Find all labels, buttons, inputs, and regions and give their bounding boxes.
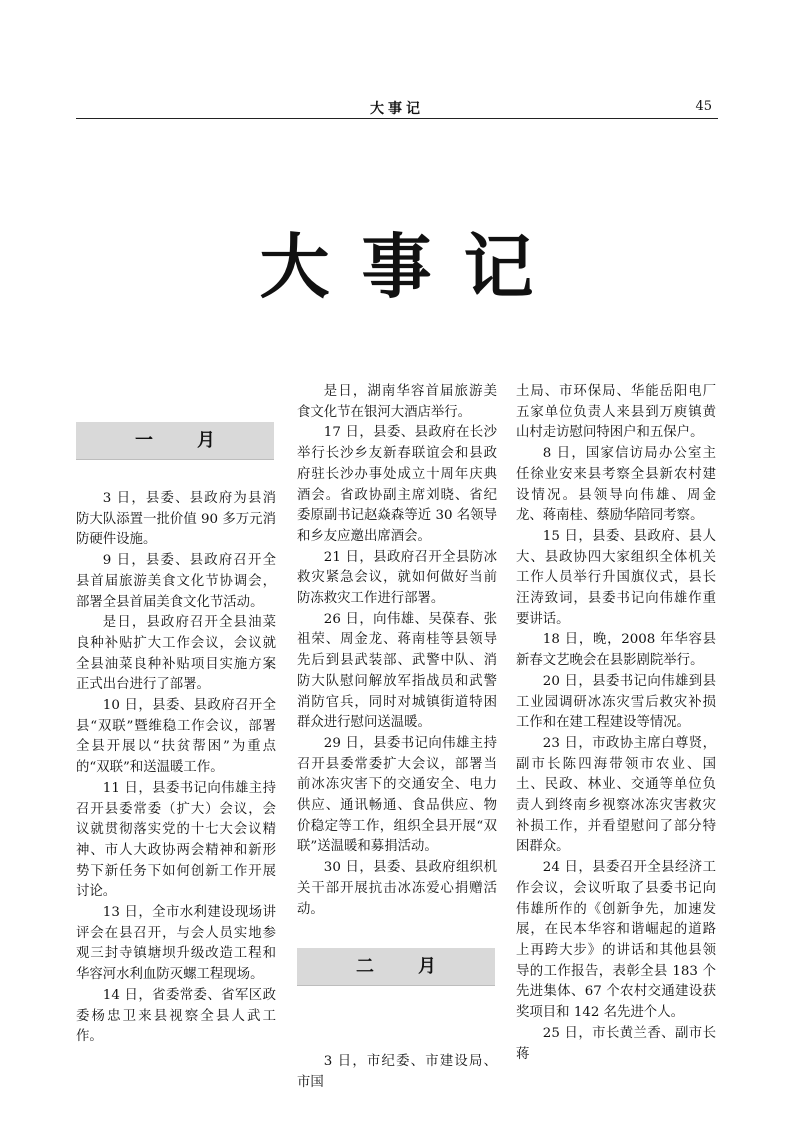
- entry-paragraph: 是日，县政府召开全县油菜良种补贴扩大工作会议，会议就全县油菜良种补贴项目实施方案正式出台进行了部署。: [76, 615, 276, 693]
- entry-paragraph: 23 日，市政协主席白尊贤，副市长陈四海带领市农业、国土、民政、林业、交通等单位负责人到终南乡视察冰冻灾害救灾补损工作，并看望慰问了部分特困群众。: [516, 735, 716, 855]
- entry-paragraph: 14 日，省委常委、省军区政委杨忠卫来县视察全县人武工作。: [76, 987, 276, 1045]
- entry-paragraph: 13 日，全市水利建设现场讲评会在县召开，与会人员实地参观三封寺镇塘坝升级改造工程和华容河水利血防灭螺工程现场。: [76, 905, 276, 983]
- entry-paragraph: 26 日，向伟雄、吴葆春、张祖荣、周金龙、蒋南桂等县领导先后到县武装部、武警中队、消防大队慰问解放军指战员和武警消防官兵，同时对城镇街道特困群众进行慰问送温暖。: [297, 611, 497, 731]
- entry-paragraph: 3 日，市纪委、市建设局、市国: [297, 1054, 497, 1090]
- entry-paragraph: 是日，湖南华容首届旅游美食文化节在银河大酒店举行。: [297, 384, 497, 420]
- month-heading-february: 二月: [297, 948, 495, 986]
- entry-paragraph: 9 日，县委、县政府召开全县首届旅游美食文化节协调会，部署全县首届美食文化节活动。: [76, 553, 276, 610]
- entry-paragraph: 25 日，市长黄兰香、副市长蒋: [516, 1025, 716, 1062]
- month-heading-january: 一月: [76, 422, 274, 460]
- entry-paragraph: 30 日，县委、县政府组织机关干部开展抗击冰冻爱心捐赠活动。: [297, 860, 497, 917]
- entry-paragraph-continued: 土局、市环保局、华能岳阳电厂五家单位负责人来县到万庾镇黄山村走访慰问特困户和五保户。: [516, 384, 716, 441]
- entry-paragraph: 11 日，县委书记向伟雄主持召开县委常委（扩大）会议，会议就贯彻落实党的十七大会议精神、市人大政协两会精神和新形势下新任务下如何创新工作开展讨论。: [76, 780, 276, 900]
- column-2: [297, 382, 497, 1094]
- column-3: [516, 382, 716, 1065]
- entry-paragraph: 20 日，县委书记向伟雄到县工业园调研冰冻灾雪后救灾补损工作和在建工程建设等情况。: [516, 673, 716, 731]
- column-1: [76, 489, 276, 1048]
- entry-paragraph: 29 日，县委书记向伟雄主持召开县委常委扩大会议，部署当前冰冻灾害下的交通安全、电力供应、通讯畅通、食品供应、物价稳定等工作，组织全县开展“双联”送温暖和募捐活动。: [297, 735, 497, 855]
- entry-paragraph: 24 日，县委召开全县经济工作会议，会议听取了县委书记向伟雄所作的《创新争先，加速发展，在民本华容和谐崛起的道路上再跨大步》的讲话和其他县领导的工作报告，表彰全县 183 个先进集体、67 个农村交通建设获奖项目和 142 名先进个人。: [516, 860, 716, 1021]
- entry-paragraph: 3 日，县委、县政府为县消防大队添置一批价值 90 多万元消防硬件设施。: [76, 491, 276, 548]
- entry-paragraph: 8 日，国家信访局办公室主任徐业安来县考察全县新农村建设情况。县领导向伟雄、周金龙、蒋南桂、蔡励华陪同考察。: [516, 446, 716, 524]
- page-number: 45: [695, 99, 712, 114]
- month-spacer: [297, 920, 497, 1052]
- entry-paragraph: 10 日，县委、县政府召开全县“双联”暨维稳工作会议，部署全县开展以“扶贫帮困”为重点的“双联”和送温暖工作。: [76, 698, 276, 776]
- entry-paragraph: 17 日，县委、县政府在长沙举行长沙乡友新春联谊会和县政府驻长沙办事处成立十周年庆典酒会。省政协副主席刘晓、省纪委原副书记赵焱森等近 30 名领导和乡友应邀出席酒会。: [297, 425, 497, 544]
- running-header: [76, 96, 718, 119]
- entry-paragraph: 21 日，县政府召开全县防冰救灾紧急会议，就如何做好当前防冻救灾工作进行部署。: [297, 549, 497, 607]
- page-title: 大事记: [259, 225, 566, 308]
- running-title: 大事记: [370, 101, 424, 117]
- entry-paragraph: 15 日，县委、县政府、县人大、县政协四大家组织全体机关工作人员举行升国旗仪式，县长汪涛致词，县委书记向伟雄作重要讲话。: [516, 528, 716, 627]
- entry-paragraph: 18 日，晚，2008 年华容县新春文艺晚会在县影剧院举行。: [516, 632, 716, 669]
